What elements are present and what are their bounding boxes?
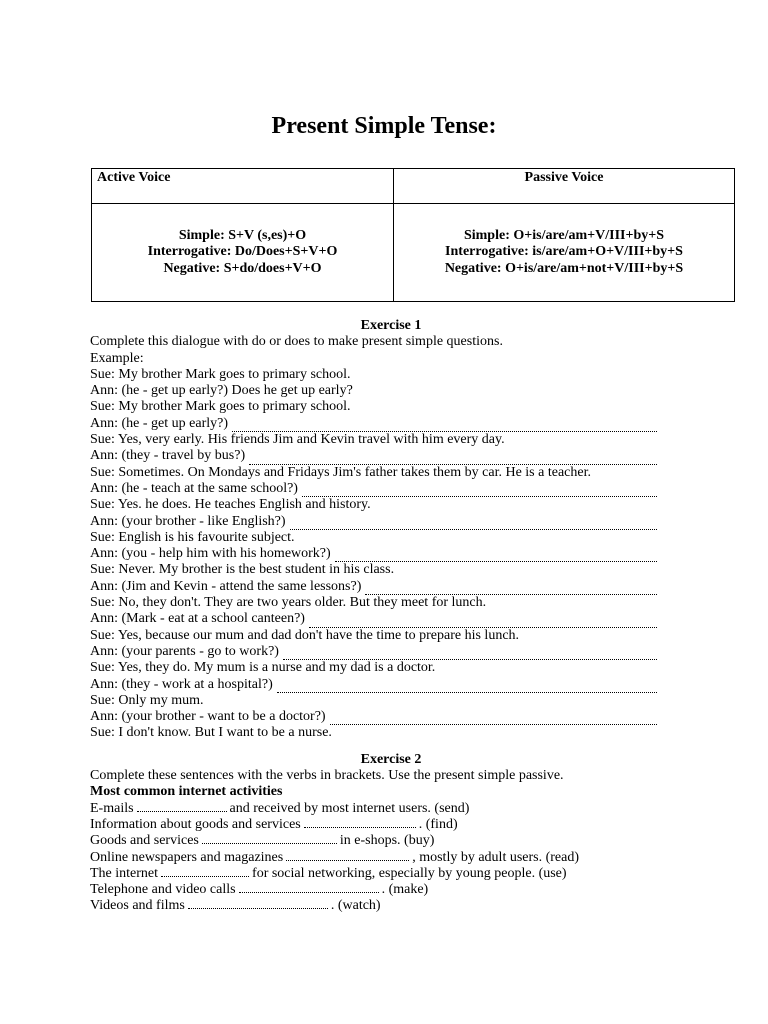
sentence-start: Online newspapers and magazines <box>90 849 284 865</box>
passive-sentences <box>90 801 690 915</box>
verb-blank[interactable] <box>137 810 227 812</box>
active-voice-formulas <box>92 204 394 302</box>
answer-blank[interactable] <box>249 453 657 465</box>
dialogue-text: Sue: Yes, because our mum and dad don't have the time to prepare his lunch. <box>90 627 520 643</box>
sentence-end: , mostly by adult users. (read) <box>412 849 580 865</box>
verb-blank[interactable] <box>239 891 379 893</box>
dialogue-text: Sue: Never. My brother is the best student in his class. <box>90 562 395 578</box>
ann-question-line <box>90 709 690 725</box>
answer-blank[interactable] <box>277 681 657 693</box>
sentence-end: for social networking, especially by young people. (use) <box>252 865 567 881</box>
passive-sentence <box>90 850 690 866</box>
passive-voice-formulas <box>394 204 735 302</box>
dialogue-text: Ann: (he - teach at the same school?) <box>90 480 298 496</box>
answer-blank[interactable] <box>283 648 657 660</box>
verb-blank[interactable] <box>304 826 416 828</box>
ann-question-line <box>90 514 690 530</box>
dialogue-text: Ann: (Mark - eat at a school canteen?) <box>90 611 305 627</box>
exercise2-heading: Exercise 2 <box>360 751 422 767</box>
ann-question-line <box>90 448 690 464</box>
answer-blank[interactable] <box>232 420 657 432</box>
answer-blank[interactable] <box>309 616 657 628</box>
sue-line <box>90 530 690 546</box>
sue-line <box>90 465 690 481</box>
sue-line <box>90 432 690 448</box>
passive-sentence <box>90 882 690 898</box>
verb-blank[interactable] <box>188 907 328 909</box>
active-simple-formula: Simple: S+V (s,es)+O <box>178 227 307 243</box>
dialogue-text: Ann: (Jim and Kevin - attend the same lessons?) <box>90 578 362 594</box>
ann-question-line <box>90 546 690 562</box>
dialogue-lines <box>90 399 690 741</box>
dialogue-text: Ann: (your brother - want to be a doctor?) <box>90 709 326 725</box>
passive-sentence <box>90 866 690 882</box>
sentence-start: Information about goods and services <box>90 816 301 832</box>
answer-blank[interactable] <box>335 550 657 562</box>
dialogue-text: Ann: (you - help him with his homework?) <box>90 546 331 562</box>
page-title: Present Simple Tense: <box>271 113 497 139</box>
active-voice-header: Active Voice <box>92 169 394 204</box>
dialogue-text: Sue: Yes, very early. His friends Jim and Kevin travel with him every day. <box>90 432 505 448</box>
dialogue-text: Sue: Yes, they do. My mum is a nurse and my dad is a doctor. <box>90 660 436 676</box>
sentence-start: Videos and films <box>90 898 185 914</box>
active-interrogative-formula: Interrogative: Do/Does+S+V+O <box>147 244 338 260</box>
example-label: Example: <box>90 350 144 366</box>
answer-blank[interactable] <box>365 583 657 595</box>
sentence-end: in e-shops. (buy) <box>339 833 435 849</box>
dialogue-text: Ann: (they - work at a hospital?) <box>90 676 273 692</box>
ann-question-line <box>90 611 690 627</box>
exercise1-instructions: Complete this dialogue with do or does to make present simple questions. <box>90 334 503 350</box>
dialogue-text: Sue: Yes. he does. He teaches English and history. <box>90 497 371 513</box>
example-sue-line: Sue: My brother Mark goes to primary school. <box>90 366 351 382</box>
sentence-start: Goods and services <box>90 833 199 849</box>
sue-line <box>90 660 690 676</box>
passive-sentence <box>90 898 690 914</box>
sentence-start: Telephone and video calls <box>90 882 236 898</box>
sentence-end: . (find) <box>418 816 458 832</box>
tense-table <box>91 168 735 302</box>
sue-line <box>90 399 690 415</box>
passive-simple-formula: Simple: O+is/are/am+V/III+by+S <box>463 227 665 243</box>
passive-negative-formula: Negative: O+is/are/am+not+V/III+by+S <box>444 260 684 276</box>
sue-line <box>90 562 690 578</box>
worksheet-content <box>90 318 690 915</box>
answer-blank[interactable] <box>302 485 657 497</box>
sentence-end: and received by most internet users. (send) <box>229 800 470 816</box>
ann-question-line <box>90 644 690 660</box>
sue-line <box>90 725 690 741</box>
dialogue-text: Sue: English is his favourite subject. <box>90 529 295 545</box>
ann-question-line <box>90 416 690 432</box>
dialogue-text: Sue: Only my mum. <box>90 692 204 708</box>
sue-line <box>90 628 690 644</box>
sentence-start: E-mails <box>90 800 134 816</box>
exercise1-heading: Exercise 1 <box>360 318 422 333</box>
verb-blank[interactable] <box>286 859 409 861</box>
ann-question-line <box>90 677 690 693</box>
answer-blank[interactable] <box>330 713 657 725</box>
dialogue-text: Sue: No, they don't. They are two years older. But they meet for lunch. <box>90 595 487 611</box>
active-negative-formula: Negative: S+do/does+V+O <box>163 260 322 276</box>
passive-sentence <box>90 817 690 833</box>
verb-blank[interactable] <box>161 875 249 877</box>
dialogue-text: Ann: (he - get up early?) <box>90 415 228 431</box>
sentence-end: . (make) <box>381 882 429 898</box>
answer-blank[interactable] <box>290 518 657 530</box>
dialogue-text: Sue: I don't know. But I want to be a nurse. <box>90 725 332 741</box>
example-ann-line: Ann: (he - get up early?) Does he get up early? <box>90 383 353 399</box>
exercise2-instructions: Complete these sentences with the verbs in brackets. Use the present simple passive. <box>90 768 564 784</box>
dialogue-text: Ann: (your parents - go to work?) <box>90 643 279 659</box>
ann-question-line <box>90 481 690 497</box>
sentence-end: . (watch) <box>330 898 381 914</box>
dialogue-text: Sue: Sometimes. On Mondays and Fridays Jim's father takes them by car. He is a teacher. <box>90 464 591 480</box>
exercise2-subheading: Most common internet activities <box>90 784 283 800</box>
passive-interrogative-formula: Interrogative: is/are/am+O+V/III+by+S <box>445 244 683 260</box>
passive-voice-header: Passive Voice <box>394 169 735 204</box>
sue-line <box>90 693 690 709</box>
passive-sentence <box>90 833 690 849</box>
dialogue-text: Ann: (your brother - like English?) <box>90 513 286 529</box>
passive-sentence <box>90 801 690 817</box>
ann-question-line <box>90 579 690 595</box>
verb-blank[interactable] <box>202 842 337 844</box>
sue-line <box>90 497 690 513</box>
dialogue-text: Sue: My brother Mark goes to primary school. <box>90 399 351 415</box>
dialogue-text: Ann: (they - travel by bus?) <box>90 448 246 464</box>
sentence-start: The internet <box>90 865 159 881</box>
sue-line <box>90 595 690 611</box>
